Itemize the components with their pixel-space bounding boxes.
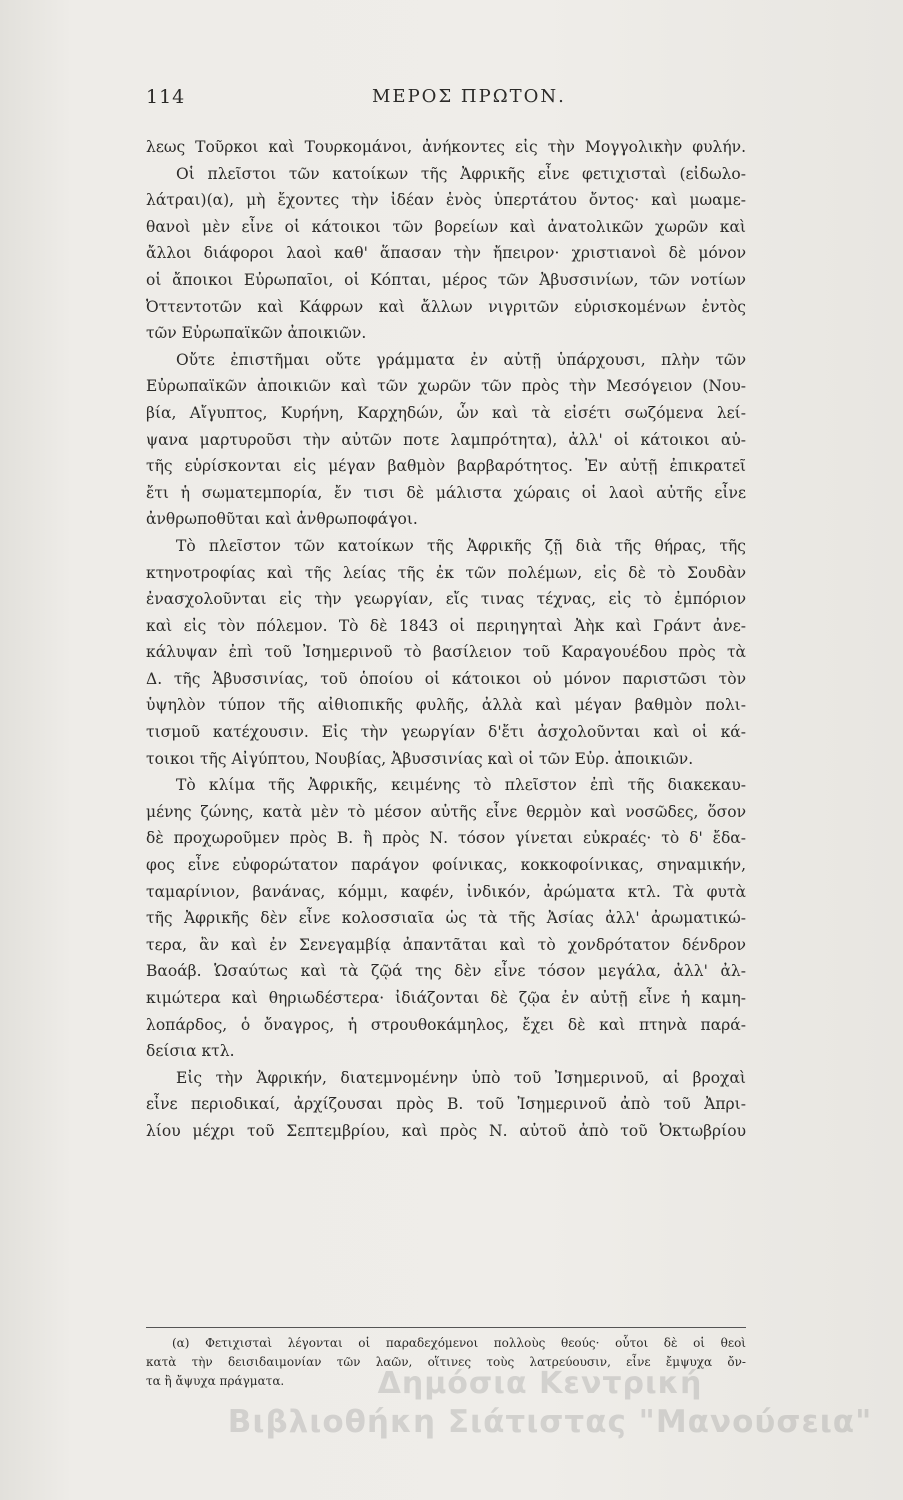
page-number: 114 (146, 86, 186, 108)
text-line: δὲ προχωροῦμεν πρὸς Β. ἢ πρὸς Ν. τόσον γίνεται εὐκραές· τὸ δ' ἔδα- (146, 829, 746, 848)
text-line: κτηνοτροφίας καὶ τῆς λείας τῆς ἐκ τῶν πολέμων, εἰς δὲ τὸ Σουδὰν (146, 563, 746, 582)
text-line: ἄλλοι διάφοροι λαοὶ καθ' ἅπασαν τὴν ἤπειρον· χριστιανοὶ δὲ μόνον (146, 244, 746, 263)
text-line: Δ. τῆς Ἀβυσσινίας, τοῦ ὁποίου οἱ κάτοικοι οὐ μόνον παριστῶσι τὸν (146, 669, 746, 688)
text-line: ἐνασχολοῦνται εἰς τὴν γεωργίαν, εἴς τινας τέχνας, εἰς τὸ ἐμπόριον (146, 590, 746, 609)
text-line: δείσια κτλ. (146, 1042, 235, 1061)
text-line: Οὔτε ἐπιστῆμαι οὔτε γράμματα ἐν αὐτῇ ὑπάρχουσι, πλὴν τῶν (176, 350, 746, 369)
text-line: Βαοάβ. Ὡσαύτως καὶ τὰ ζῷά της δὲν εἶνε τόσον μεγάλα, ἀλλ' ἀλ- (146, 962, 746, 981)
running-head: ΜΕΡΟΣ ΠΡΩΤΟΝ. (372, 86, 566, 107)
text-line: ὑψηλὸν τύπον τῆς αἰθιοπικῆς φυλῆς, ἀλλὰ καὶ μέγαν βαθμὸν πολι- (146, 696, 746, 715)
text-line: τῆς εὑρίσκονται εἰς μέγαν βαθμὸν βαρβαρότητος. Ἐν αὐτῇ ἐπικρατεῖ (146, 457, 746, 476)
text-line: οἱ ἄποικοι Εὐρωπαῖοι, οἱ Κόπται, μέρος τῶν Ἀβυσσινίων, τῶν νοτίων (146, 270, 746, 289)
text-line: Τὸ πλεῖστον τῶν κατοίκων τῆς Ἀφρικῆς ζῇ διὰ τῆς θήρας, τῆς (176, 536, 746, 555)
body-text (146, 134, 746, 1145)
library-watermark-line-1: Δημόσια Κεντρική (377, 1366, 703, 1401)
footnote-line: κατὰ τὴν δεισιδαιμονίαν τῶν λαῶν, οἵτινες τοὺς λατρεύουσιν, εἶνε ἔμψυχα ὄν- (146, 1355, 746, 1369)
page-header (146, 86, 726, 116)
text-line: τερα, ἂν καὶ ἐν Σενεγαμβίᾳ ἀπαντᾶται καὶ τὸ χονδρότατον δένδρον (146, 935, 746, 954)
footnote-line: τα ἢ ἄψυχα πράγματα. (146, 1374, 285, 1388)
text-line: Τὸ κλίμα τῆς Ἀφρικῆς, κειμένης τὸ πλεῖστον ἐπὶ τῆς διακεκαυ- (176, 776, 746, 795)
text-line: Εὐρωπαϊκῶν ἀποικιῶν καὶ τῶν χωρῶν τῶν πρὸς τὴν Μεσόγειον (Νου- (146, 377, 746, 396)
text-line: ψανα μαρτυροῦσι τὴν αὐτῶν ποτε λαμπρότητα), ἀλλ' οἱ κάτοικοι αὐ- (146, 430, 746, 449)
text-line: τῆς Ἀφρικῆς δὲν εἶνε κολοσσιαῖα ὡς τὰ τῆς Ἀσίας ἀλλ' ἀρωματικώ- (146, 909, 746, 928)
text-line: λάτραι)(α), μὴ ἔχοντες τὴν ἰδέαν ἑνὸς ὑπερτάτου ὄντος· καὶ μωαμε- (146, 191, 746, 210)
text-line: κιμώτερα καὶ θηριωδέστερα· ἰδιάζονται δὲ ζῷα ἐν αὐτῇ εἶνε ἡ καμη- (146, 989, 746, 1007)
text-line: ταμαρίνιον, βανάνας, κόμμι, καφέν, ἰνδικόν, ἀρώματα κτλ. Τὰ φυτὰ (146, 882, 746, 901)
text-line: ἀνθρωποθῦται καὶ ἀνθρωποφάγοι. (146, 510, 418, 529)
text-line: Ὀττεντοτῶν καὶ Κάφρων καὶ ἄλλων νιγριτῶν εὑρισκομένων ἐντὸς (146, 297, 746, 316)
text-line: φος εἶνε εὐφορώτατον παράγον φοίνικας, κοκκοφοίνικας, σηναμικήν, (146, 856, 746, 875)
text-line: βία, Αἴγυπτος, Κυρήνη, Καρχηδών, ὧν καὶ τὰ εἰσέτι σωζόμενα λεί- (146, 403, 746, 422)
text-line: Εἰς τὴν Ἀφρικήν, διατεμνομένην ὑπὸ τοῦ Ἰσημερινοῦ, αἱ βροχαὶ (176, 1068, 746, 1087)
library-watermark-line-2: Βιβλιοθήκη Σιάτιστας "Μανούσεια" (227, 1404, 873, 1440)
text-line: λοπάρδος, ὁ ὄναγρος, ἡ στρουθοκάμηλος, ἔχει δὲ καὶ πτηνὰ παρά- (146, 1015, 746, 1034)
text-line: λεως Τοῦρκοι καὶ Τουρκομάνοι, ἀνήκοντες εἰς τὴν Μογγολικὴν φυλήν. (146, 138, 746, 156)
text-line: τῶν Εὐρωπαϊκῶν ἀποικιῶν. (146, 324, 367, 343)
text-line: θανοὶ μὲν εἶνε οἱ κάτοικοι τῶν βορείων καὶ ἀνατολικῶν χωρῶν καὶ (146, 217, 746, 236)
text-line: Οἱ πλεῖστοι τῶν κατοίκων τῆς Ἀφρικῆς εἶνε φετιχισταὶ (εἰδωλο- (176, 164, 746, 183)
text-line: λίου μέχρι τοῦ Σεπτεμβρίου, καὶ πρὸς Ν. αὐτοῦ ἀπὸ τοῦ Ὀκτωβρίου (146, 1121, 746, 1140)
text-line: εἶνε περιοδικαί, ἀρχίζουσαι πρὸς Β. τοῦ Ἰσημερινοῦ ἀπὸ τοῦ Ἀπρι- (146, 1095, 746, 1114)
footnote-line: (α) Φετιχισταὶ λέγονται οἱ παραδεχόμενοι πολλοὺς θεούς· οὗτοι δὲ οἱ θεοὶ (172, 1336, 746, 1350)
text-line: ἔτι ἡ σωματεμπορία, ἔν τισι δὲ μάλιστα χώραις οἱ λαοὶ αὐτῆς εἶνε (146, 483, 746, 502)
text-line: καὶ εἰς τὸν πόλεμον. Τὸ δὲ 1843 οἱ περιηγηταὶ Ἀὴκ καὶ Γράντ ἀνε- (146, 616, 746, 635)
text-line: τοικοι τῆς Αἰγύπτου, Νουβίας, Ἀβυσσινίας καὶ οἱ τῶν Εὐρ. ἀποικιῶν. (146, 749, 694, 768)
text-line: κάλυψαν ἐπὶ τοῦ Ἰσημερινοῦ τὸ βασίλειον τοῦ Καραγουέδου πρὸς τὰ (146, 643, 746, 662)
text-line: μένης ζώνης, κατὰ μὲν τὸ μέσον αὐτῆς εἶνε θερμὸν καὶ νοσῶδες, ὅσον (146, 802, 746, 821)
text-line: τισμοῦ κατέχουσιν. Εἰς τὴν γεωργίαν δ'ἔτι ἀσχολοῦνται καὶ οἱ κά- (146, 723, 746, 742)
